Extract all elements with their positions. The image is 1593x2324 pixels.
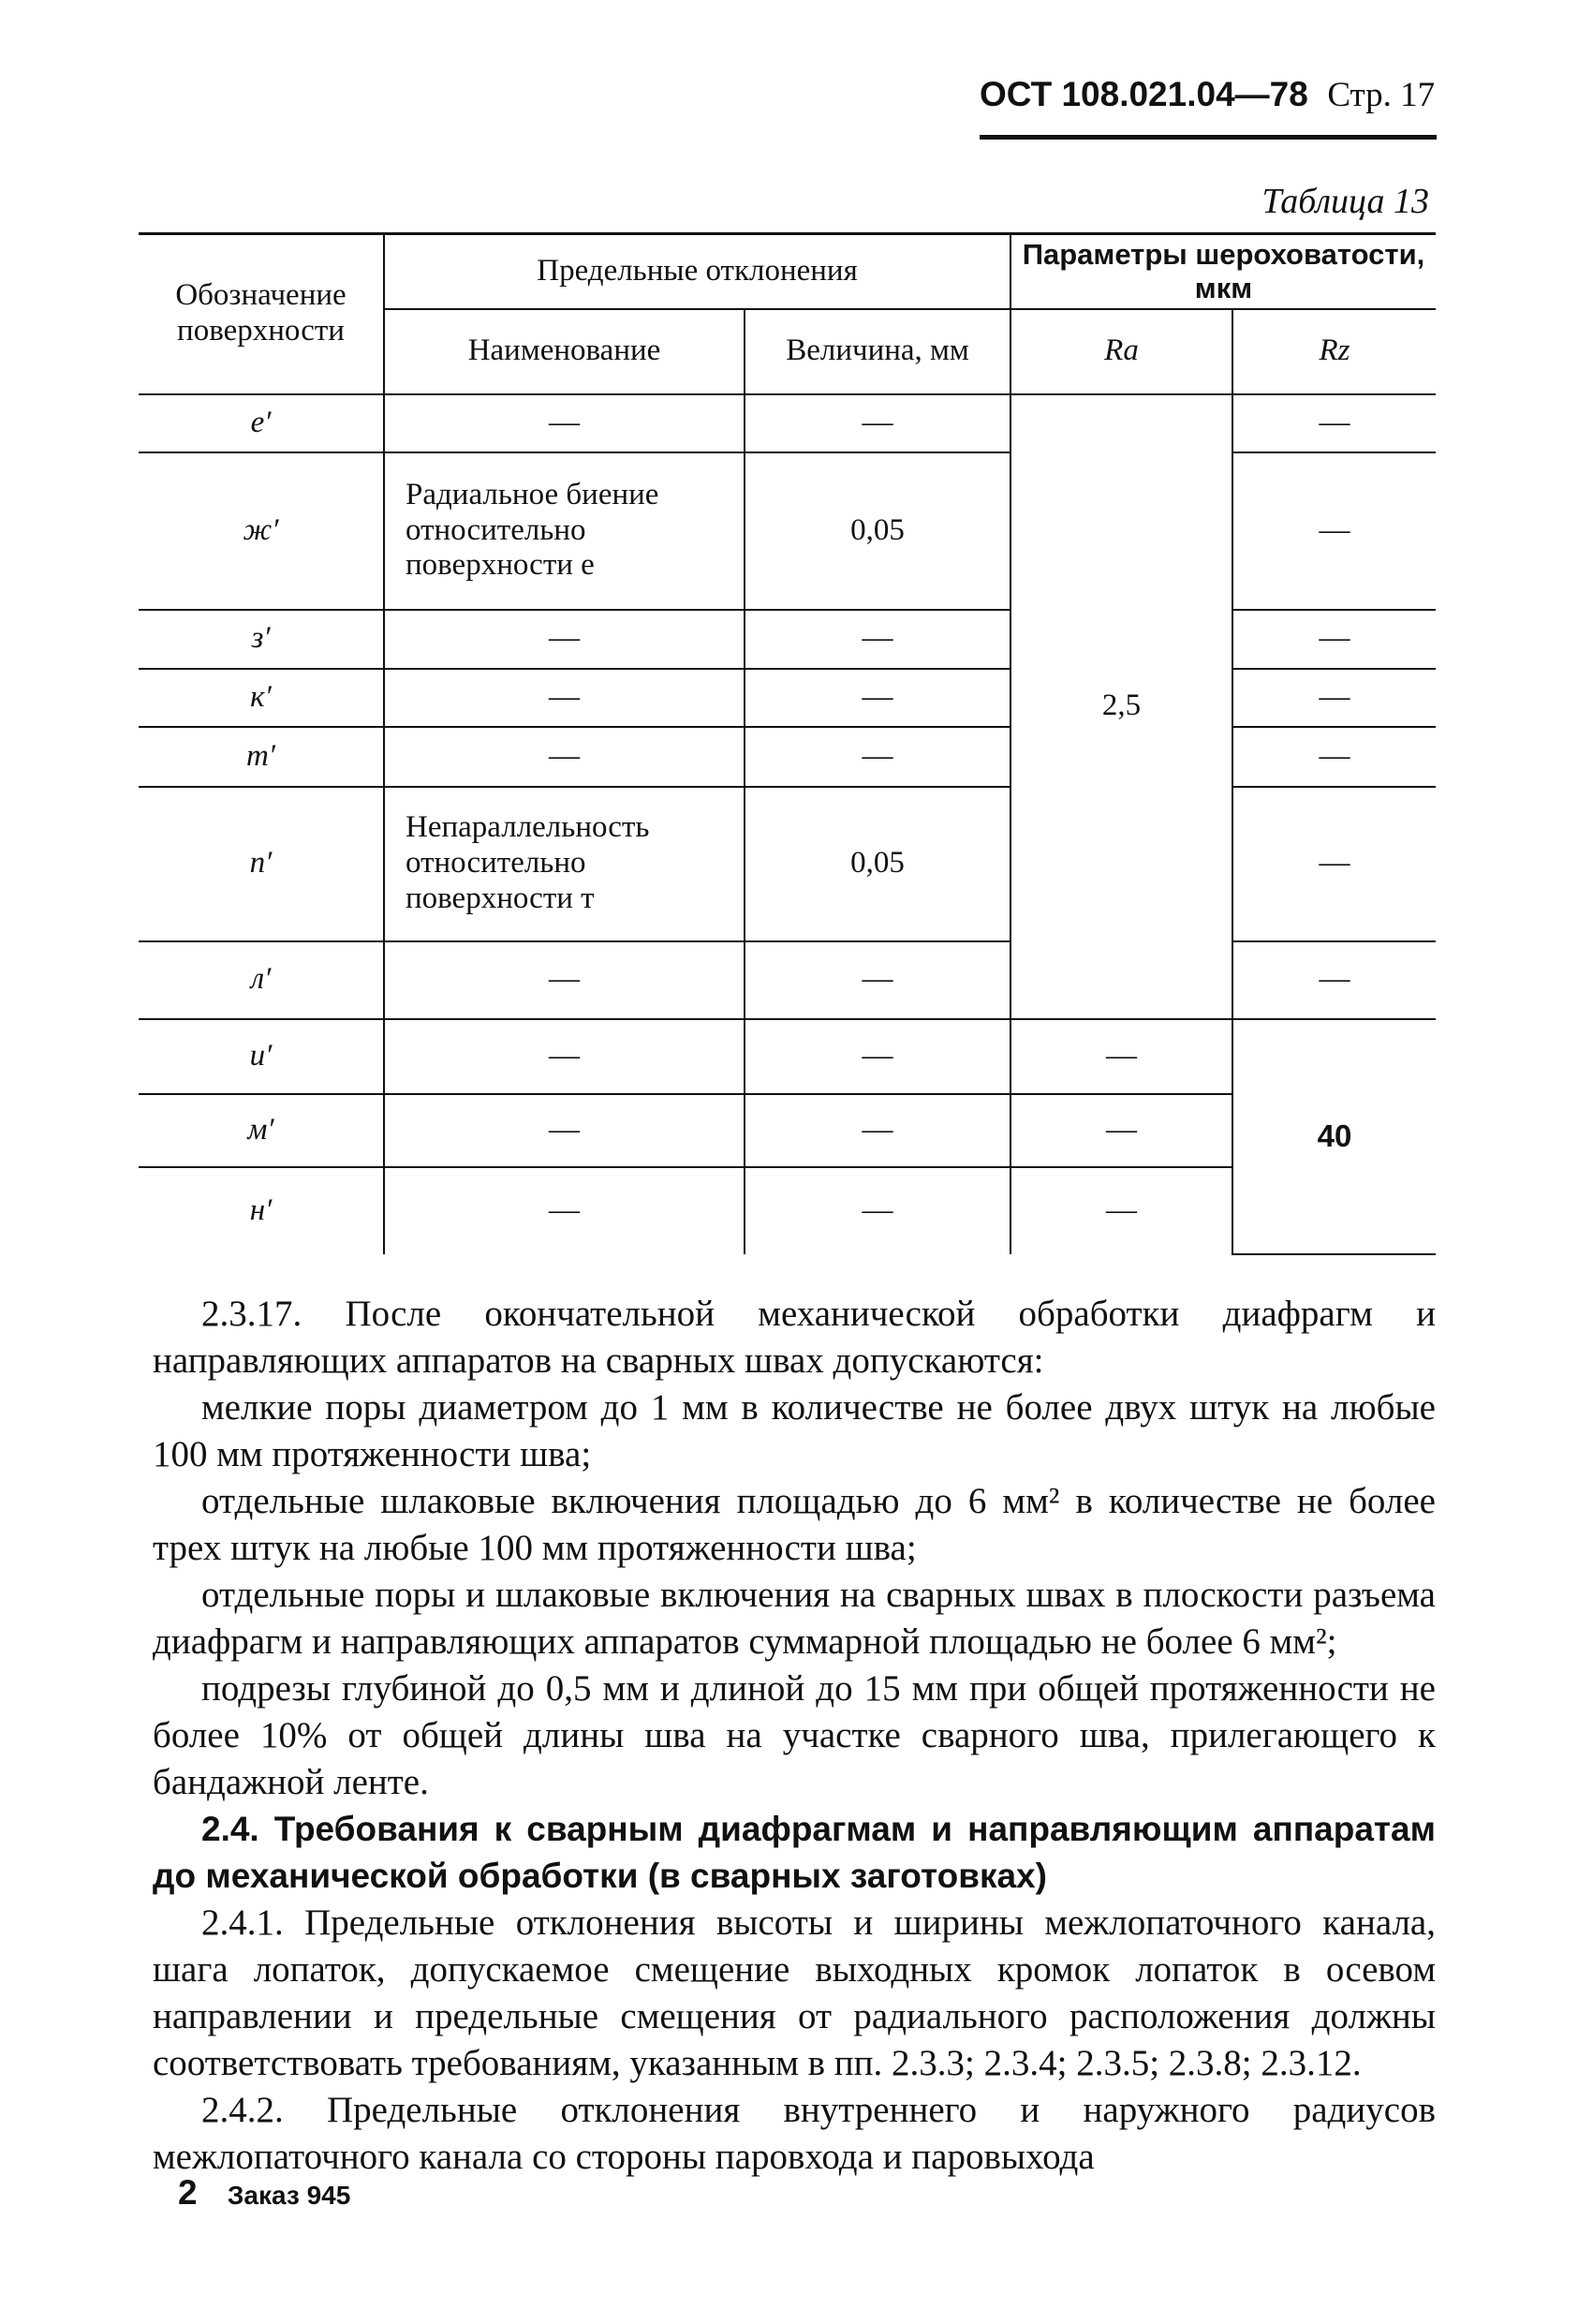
table-caption: Таблица 13 xyxy=(1261,182,1429,221)
surface-cell: л′ xyxy=(139,941,384,1019)
header-ra: Ra xyxy=(1010,309,1232,394)
surface-cell: з′ xyxy=(139,610,384,669)
page-number: Стр. 17 xyxy=(1327,76,1436,114)
table-row xyxy=(139,610,1436,669)
value-cell: — xyxy=(745,727,1010,787)
value-cell: — xyxy=(745,1019,1010,1094)
table-row xyxy=(139,669,1436,727)
name-cell: — xyxy=(384,610,745,669)
name-cell: — xyxy=(384,394,745,452)
value-cell: — xyxy=(745,1167,1010,1254)
name-cell: — xyxy=(384,669,745,727)
paragraph: мелкие поры диаметром до 1 мм в количестве не более двух штук на любые 100 мм протяженности шва; xyxy=(153,1387,1436,1474)
paragraph: отдельные поры и шлаковые включения на сварных швах в плоскости разъема диафрагм и направляющих аппаратов суммарной площадью не более 6 мм²; xyxy=(153,1575,1436,1662)
name-cell: — xyxy=(384,1019,745,1094)
ra-merged-cell: 2,5 xyxy=(1010,394,1232,1019)
table-row xyxy=(139,941,1436,1019)
surface-cell: ж′ xyxy=(139,452,384,610)
header-deviations: Предельные отклонения xyxy=(384,234,1010,309)
name-cell: — xyxy=(384,1167,745,1254)
ra-cell: — xyxy=(1010,1019,1232,1094)
paragraph: 2.4.2. Предельные отклонения внутреннего и наружного радиусов межлопаточного канала со стороны паровхода и паровыхода xyxy=(153,2090,1436,2177)
surface-cell: т′ xyxy=(139,727,384,787)
paragraph: 2.4.1. Предельные отклонения высоты и ширины межлопаточного канала, шага лопаток, допускаемое смещение выходных кромок лопаток в осевом направлении и предельные смещения от радиального расположения должны соответствовать требованиям, указанным в пп. 2.3.3; 2.3.4; 2.3.5; 2.3.8; 2.3.12. xyxy=(153,1902,1436,2083)
surface-cell: м′ xyxy=(139,1094,384,1167)
paragraph: 2.3.17. После окончательной механической обработки диафрагм и направляющих аппаратов на сварных швах допускаются: xyxy=(153,1294,1436,1381)
surface-cell: п′ xyxy=(139,787,384,941)
header-surface: Обозначение поверхности xyxy=(139,234,384,394)
header-name: Наименование xyxy=(384,309,745,394)
table-row xyxy=(139,787,1436,941)
rz-cell: — xyxy=(1232,727,1436,787)
rz-cell: — xyxy=(1232,394,1436,452)
section-heading: 2.4. Требования к сварным диафрагмам и направляющим аппаратам до механической обработки (в сварных заготовках) xyxy=(153,1810,1436,1895)
value-cell: — xyxy=(745,1094,1010,1167)
rz-merged-cell: 40 xyxy=(1232,1019,1436,1254)
header-rule xyxy=(980,135,1437,140)
value-cell: — xyxy=(745,610,1010,669)
body-text xyxy=(153,1291,1436,2181)
surface-cell: н′ xyxy=(139,1167,384,1254)
name-cell: — xyxy=(384,1094,745,1167)
surface-cell: е′ xyxy=(139,394,384,452)
table-row xyxy=(139,452,1436,610)
ra-cell: — xyxy=(1010,1094,1232,1167)
rz-cell: — xyxy=(1232,787,1436,941)
document-code: ОСТ 108.021.04—78 xyxy=(980,75,1308,113)
name-cell: — xyxy=(384,941,745,1019)
ra-cell: — xyxy=(1010,1167,1232,1254)
surface-cell: и′ xyxy=(139,1019,384,1094)
paragraph: подрезы глубиной до 0,5 мм и длиной до 15 мм при общей протяженности не более 10% от общей длины шва на участке сварного шва, прилегающего к бандажной ленте. xyxy=(153,1668,1436,1802)
value-cell: — xyxy=(745,669,1010,727)
table-row xyxy=(139,727,1436,787)
rz-cell: — xyxy=(1232,452,1436,610)
value-cell: 0,05 xyxy=(745,452,1010,610)
deviation-table xyxy=(139,232,1436,1255)
table-row xyxy=(139,1019,1436,1094)
rz-cell: — xyxy=(1232,669,1436,727)
paragraph: отдельные шлаковые включения площадью до 6 мм² в количестве не более трех штук на любые 100 мм протяженности шва; xyxy=(153,1481,1436,1568)
table-row xyxy=(139,394,1436,452)
document-header xyxy=(980,75,1435,115)
value-cell: 0,05 xyxy=(745,787,1010,941)
surface-cell: к′ xyxy=(139,669,384,727)
header-value: Величина, мм xyxy=(745,309,1010,394)
sheet-number: 2 xyxy=(178,2173,198,2212)
header-roughness: Параметры шероховатости, мкм xyxy=(1010,234,1436,309)
rz-cell: — xyxy=(1232,610,1436,669)
order-number: Заказ 945 xyxy=(227,2181,351,2210)
value-cell: — xyxy=(745,941,1010,1019)
name-cell: — xyxy=(384,727,745,787)
name-cell: Непараллельность относительно поверхности т xyxy=(384,787,745,941)
value-cell: — xyxy=(745,394,1010,452)
header-rz: Rz xyxy=(1232,309,1436,394)
rz-cell: — xyxy=(1232,941,1436,1019)
page-footer xyxy=(178,2173,350,2213)
name-cell: Радиальное биение относительно поверхности е xyxy=(384,452,745,610)
